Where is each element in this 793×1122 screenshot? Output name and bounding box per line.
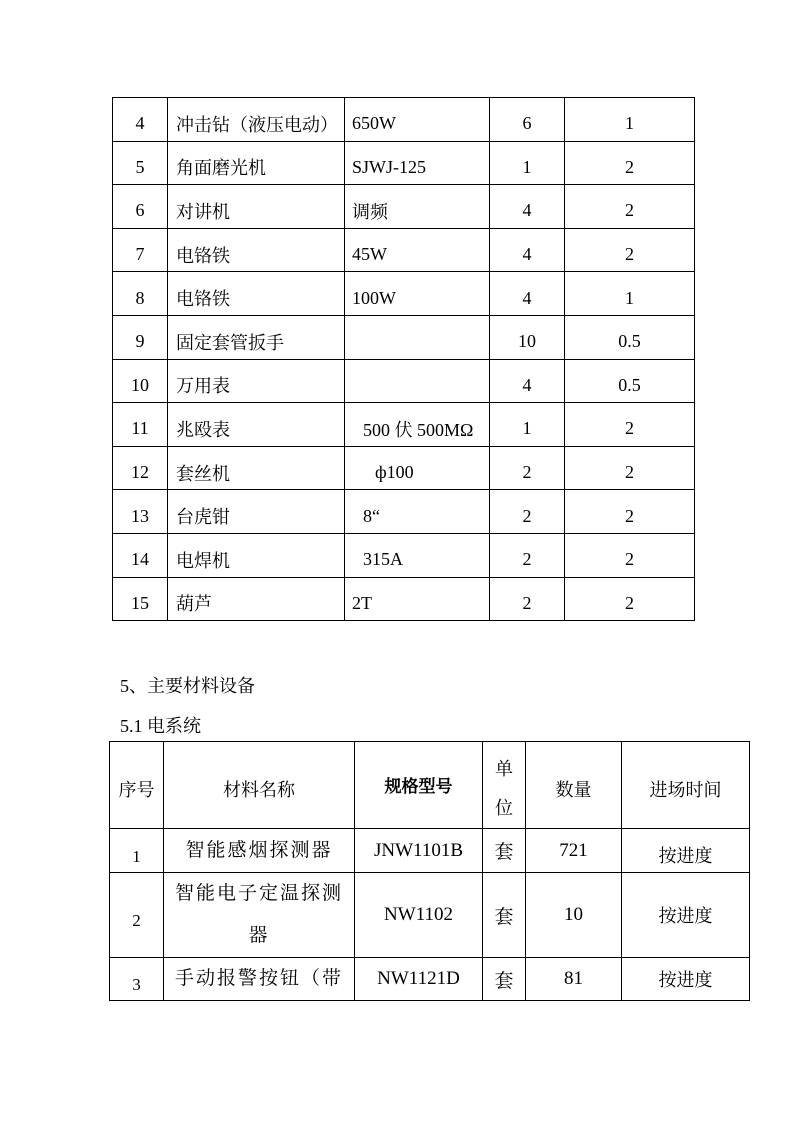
material-unit: 套 (483, 829, 526, 873)
row-number: 2 (110, 873, 164, 958)
header-spec: 规格型号 (355, 742, 483, 829)
row-number: 7 (113, 228, 168, 272)
equipment-value: 2 (565, 185, 695, 229)
row-number: 8 (113, 272, 168, 316)
header-entry-time: 进场时间 (622, 742, 750, 829)
material-name (164, 829, 355, 873)
material-entry-time: 按进度 (622, 958, 750, 1001)
equipment-value: 1 (565, 98, 695, 142)
table-row (113, 185, 695, 229)
equipment-value: 2 (565, 141, 695, 185)
equipment-value: 2 (565, 446, 695, 490)
equipment-quantity: 2 (490, 533, 565, 577)
table-row (113, 403, 695, 447)
material-name-line: 智能电子定温探测 (174, 883, 343, 904)
equipment-quantity: 2 (490, 446, 565, 490)
row-number: 10 (113, 359, 168, 403)
equipment-spec: 8“ (345, 490, 490, 534)
table-row (113, 141, 695, 185)
row-number: 13 (113, 490, 168, 534)
row-number: 1 (110, 829, 164, 873)
table-header-row (110, 742, 750, 829)
equipment-value: 2 (565, 228, 695, 272)
table-row (113, 490, 695, 534)
table-row (113, 98, 695, 142)
equipment-spec: 2T (345, 577, 490, 621)
material-unit: 套 (483, 958, 526, 1001)
equipment-spec (345, 359, 490, 403)
equipment-value: 2 (565, 490, 695, 534)
equipment-name: 万用表 (168, 359, 345, 403)
equipment-quantity: 6 (490, 98, 565, 142)
equipment-name: 角面磨光机 (168, 141, 345, 185)
equipment-spec: ф100 (345, 446, 490, 490)
material-spec: JNW1101B (355, 829, 483, 873)
material-spec: NW1102 (355, 873, 483, 958)
equipment-name: 葫芦 (168, 577, 345, 621)
equipment-name: 兆殴表 (168, 403, 345, 447)
equipment-spec: 调频 (345, 185, 490, 229)
equipment-name: 套丝机 (168, 446, 345, 490)
equipment-quantity: 1 (490, 141, 565, 185)
equipment-value: 2 (565, 533, 695, 577)
equipment-quantity: 4 (490, 359, 565, 403)
equipment-quantity: 2 (490, 577, 565, 621)
equipment-value: 2 (565, 403, 695, 447)
table-row (110, 958, 750, 1001)
table-row (113, 446, 695, 490)
equipment-value: 0.5 (565, 315, 695, 359)
equipment-quantity: 1 (490, 403, 565, 447)
table-row (113, 315, 695, 359)
section-heading: 5、主要材料设备 (120, 676, 255, 696)
equipment-spec: 45W (345, 228, 490, 272)
material-name-line: 器 (248, 925, 270, 946)
equipment-spec: 500 伏 500MΩ (345, 403, 490, 447)
material-entry-time: 按进度 (622, 873, 750, 958)
equipment-name: 电铬铁 (168, 272, 345, 316)
header-quantity: 数量 (526, 742, 622, 829)
material-name (164, 958, 355, 1001)
equipment-quantity: 10 (490, 315, 565, 359)
table-row (113, 228, 695, 272)
material-spec: NW1121D (355, 958, 483, 1001)
table-row (110, 829, 750, 873)
material-quantity: 10 (526, 873, 622, 958)
table-row (113, 533, 695, 577)
material-quantity: 721 (526, 829, 622, 873)
equipment-name: 固定套管扳手 (168, 315, 345, 359)
row-number: 3 (110, 958, 164, 1001)
row-number: 9 (113, 315, 168, 359)
material-unit: 套 (483, 873, 526, 958)
material-quantity: 81 (526, 958, 622, 1001)
equipment-quantity: 4 (490, 185, 565, 229)
table-row (113, 272, 695, 316)
header-unit-line: 单 (495, 759, 513, 779)
table-row (110, 873, 750, 958)
equipment-spec: SJWJ-125 (345, 141, 490, 185)
header-unit (483, 742, 526, 829)
material-name-line: 手动报警按钮（带 (174, 968, 343, 989)
row-number: 6 (113, 185, 168, 229)
row-number: 15 (113, 577, 168, 621)
table-row (113, 359, 695, 403)
equipment-quantity: 2 (490, 490, 565, 534)
equipment-spec: 100W (345, 272, 490, 316)
row-number: 5 (113, 141, 168, 185)
equipment-value: 0.5 (565, 359, 695, 403)
material-name-line: 智能感烟探测器 (185, 839, 333, 861)
equipment-spec: 650W (345, 98, 490, 142)
section-subheading: 5.1 电系统 (120, 716, 201, 736)
row-number: 11 (113, 403, 168, 447)
row-number: 12 (113, 446, 168, 490)
header-unit-line: 位 (495, 798, 513, 818)
equipment-name: 对讲机 (168, 185, 345, 229)
equipment-table (112, 97, 695, 621)
material-entry-time: 按进度 (622, 829, 750, 873)
header-material-name: 材料名称 (164, 742, 355, 829)
material-name (164, 873, 355, 958)
equipment-name: 台虎钳 (168, 490, 345, 534)
equipment-name: 电铬铁 (168, 228, 345, 272)
equipment-quantity: 4 (490, 228, 565, 272)
equipment-value: 1 (565, 272, 695, 316)
materials-table (109, 741, 750, 1001)
row-number: 14 (113, 533, 168, 577)
equipment-quantity: 4 (490, 272, 565, 316)
equipment-spec (345, 315, 490, 359)
row-number: 4 (113, 98, 168, 142)
equipment-name: 电焊机 (168, 533, 345, 577)
equipment-name: 冲击钻（液压电动） (168, 98, 345, 142)
table-row (113, 577, 695, 621)
equipment-spec: 315A (345, 533, 490, 577)
equipment-value: 2 (565, 577, 695, 621)
header-number: 序号 (110, 742, 164, 829)
